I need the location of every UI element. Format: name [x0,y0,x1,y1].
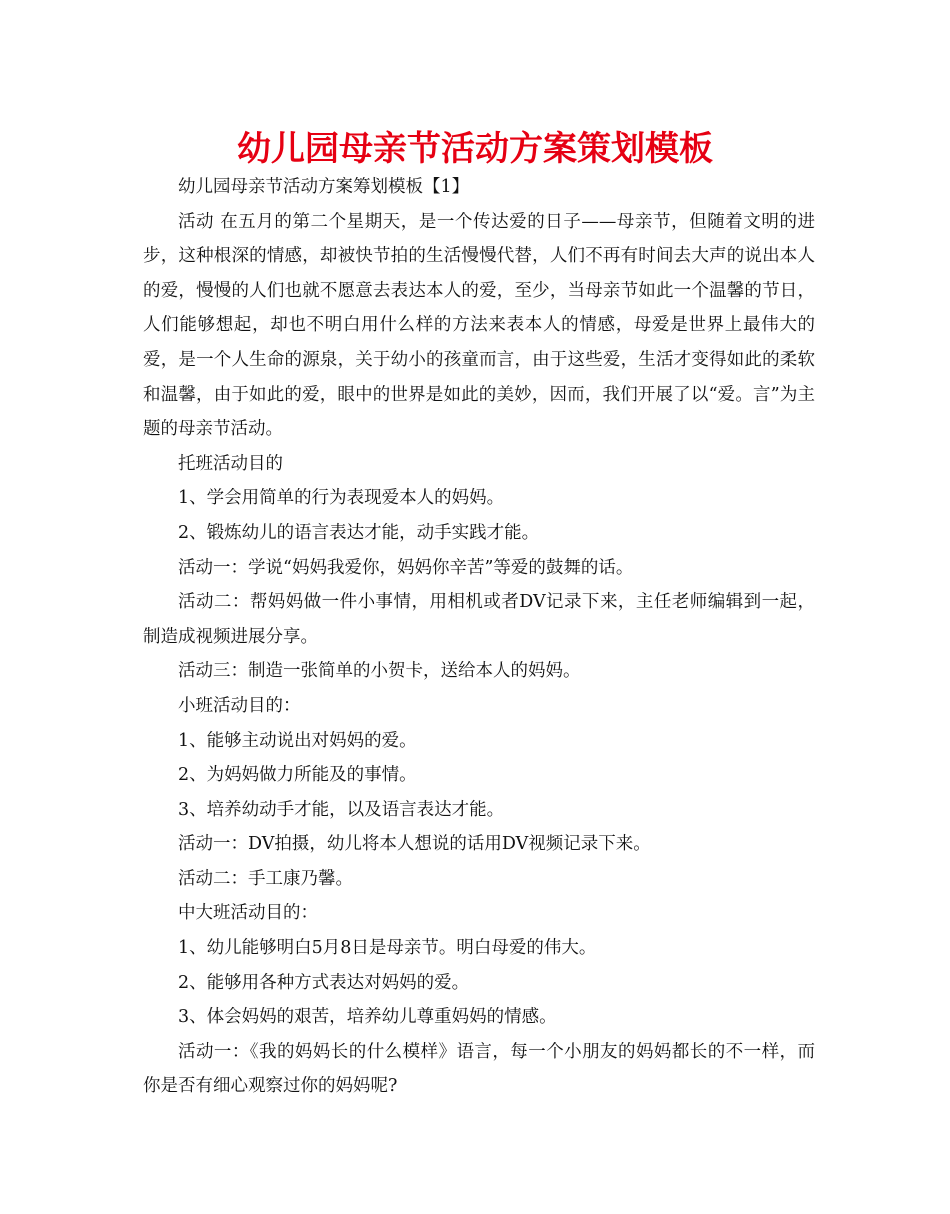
activity-item: 活动一：DV拍摄，幼儿将本人想说的话用DV视频记录下来。 [178,834,651,855]
list-item: 2、能够用各种方式表达对妈妈的爱。 [178,972,470,993]
list-item: 1、能够主动说出对妈妈的爱。 [178,730,417,751]
list-item: 1、学会用简单的行为表现爱本人的妈妈。 [178,488,505,509]
list-item: 2、为妈妈做力所能及的事情。 [178,765,417,786]
list-item: 3、培养幼动手才能，以及语言表达才能。 [178,799,505,820]
section-heading-middle-large-class: 中大班活动目的： [178,903,318,924]
subtitle-paragraph: 幼儿园母亲节活动方案筹划模板【1】 [178,177,470,197]
list-item: 3、体会妈妈的艰苦，培养幼儿尊重妈妈的情感。 [178,1007,557,1028]
list-item: 1、幼儿能够明白5月8日是母亲节。明白母爱的伟大。 [178,938,597,959]
activity-item: 活动三：制造一张简单的小贺卡，送给本人的妈妈。 [178,661,581,682]
activity-item: 活动一：《我的妈妈长的什么模样》语言，每一个小朋友的妈妈都长的不一样，而你是否有细心观察过你的妈妈呢? [143,1041,815,1097]
activity-item: 活动一：学说“妈妈我爱你，妈妈你辛苦”等爱的鼓舞的话。 [178,557,634,578]
intro-paragraph: 活动 在五月的第二个星期天，是一个传达爱的日子——母亲节，但随着文明的进步，这种根深的情感，却被快节拍的生活慢慢代替，人们不再有时间去大声的说出本人的爱，慢慢的人们也就不愿意去表达本人的爱，至少，当母亲节如此一个温馨的节日，人们能够想起，却也不明白用什么样的方法来表本人的情感，母爱是世界上最伟大的爱，是一个人生命的源泉，关于幼小的孩童而言，由于这些爱，生活才变得如此的柔软和温馨，由于如此的爱，眼中的世界是如此的美妙，因而，我们开展了以“爱。言”为主题的母亲节活动。 [143,211,815,440]
document-title: 幼儿园母亲节活动方案策划模板 [237,129,713,169]
section-heading-toddler: 托班活动目的 [178,453,283,474]
activity-item: 活动二：手工康乃馨。 [178,868,353,889]
section-heading-small-class: 小班活动目的： [178,695,301,716]
document-body [143,170,815,1104]
list-item: 2、锻炼幼儿的语言表达才能，动手实践才能。 [178,522,540,543]
activity-item: 活动二：帮妈妈做一件小事情，用相机或者DV记录下来，主任老师编辑到一起，制造成视频进展分享。 [143,592,815,647]
